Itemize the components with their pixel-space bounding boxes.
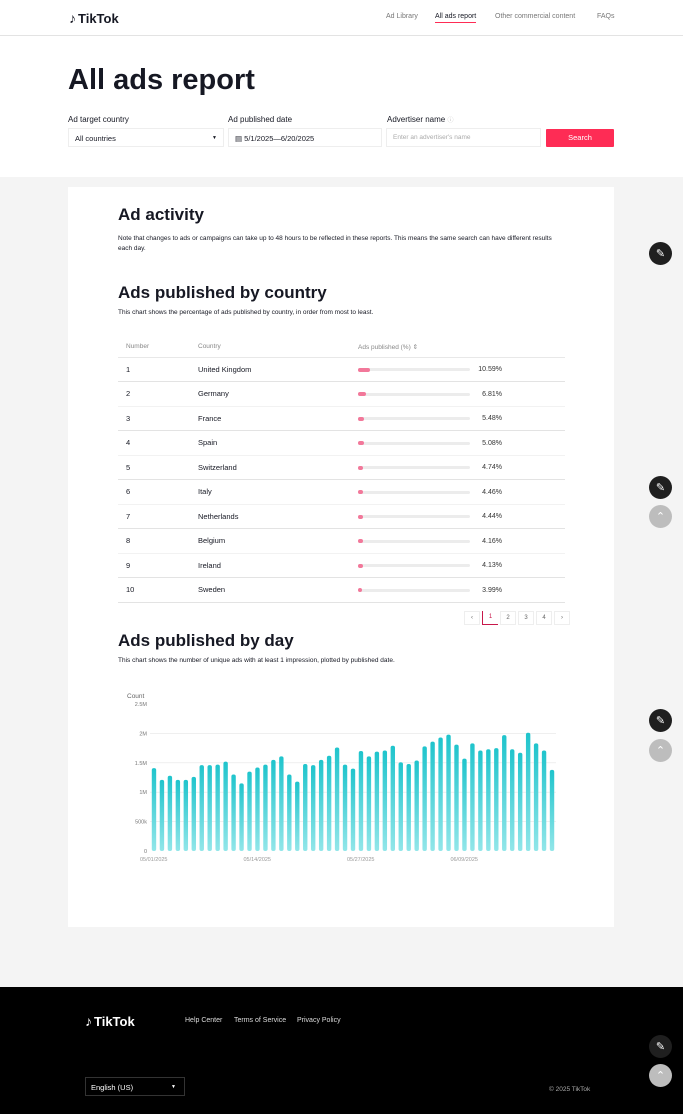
page-button[interactable]: 4: [536, 611, 552, 625]
edit-note-icon: ✎: [655, 248, 666, 260]
country-value: All countries: [75, 134, 116, 143]
row-share: [358, 431, 565, 456]
ad-activity-title: Ad activity: [118, 205, 204, 224]
help-center-link[interactable]: Help Center: [185, 1017, 223, 1024]
info-icon[interactable]: ⓘ: [447, 118, 454, 124]
day-bar[interactable]: [494, 748, 498, 851]
y-tick-label: 1.5M: [134, 760, 147, 767]
row-country: Netherlands: [198, 504, 358, 529]
chevron-down-icon: ▼: [171, 1084, 176, 1090]
col-ads-published-label: Ads published (%): [358, 343, 411, 351]
table-row: [118, 431, 565, 456]
calendar-icon: ▤: [235, 134, 245, 143]
row-number: 7: [118, 504, 198, 529]
row-share: [358, 455, 565, 480]
date-range-picker[interactable]: [228, 128, 382, 147]
row-number: 4: [118, 431, 198, 456]
share-bar-fill: [358, 441, 364, 445]
day-bar[interactable]: [438, 738, 442, 851]
share-bar: [358, 442, 470, 445]
day-bar[interactable]: [375, 752, 379, 851]
by-day-desc: This chart shows the number of unique ads with at least 1 impression, plotted by published date.: [118, 657, 395, 664]
day-bar[interactable]: [478, 750, 482, 851]
row-country: France: [198, 406, 358, 431]
row-country: United Kingdom: [198, 357, 358, 382]
day-bar[interactable]: [383, 750, 387, 851]
row-number: 8: [118, 529, 198, 554]
day-bar[interactable]: [160, 780, 164, 851]
day-bar[interactable]: [486, 749, 490, 851]
tiktok-note-icon: ♪: [69, 10, 76, 26]
y-tick-label: 500k: [135, 819, 147, 826]
share-bar-fill: [358, 539, 363, 543]
share-bar-fill: [358, 392, 366, 396]
y-axis-title: Count: [127, 693, 145, 700]
day-bar[interactable]: [335, 748, 339, 851]
share-bar: [358, 417, 470, 420]
day-bar[interactable]: [255, 768, 259, 851]
table-row: [118, 382, 565, 407]
top-nav: [0, 0, 683, 36]
share-bar: [358, 540, 470, 543]
language-value: English (US): [91, 1083, 134, 1092]
row-country: Belgium: [198, 529, 358, 554]
footer-logo[interactable]: [85, 1013, 135, 1029]
day-bar[interactable]: [303, 764, 307, 851]
page-button[interactable]: 3: [518, 611, 534, 625]
next-page-button[interactable]: ›: [554, 611, 570, 625]
y-tick-label: 2M: [139, 731, 147, 738]
x-tick-label: 05/27/2025: [346, 857, 375, 863]
by-day-title: Ads published by day: [118, 631, 294, 650]
share-bar-fill: [358, 588, 362, 592]
day-bar[interactable]: [319, 760, 323, 851]
table-row: [118, 406, 565, 431]
by-country-desc: This chart shows the percentage of ads published by country, in order from most to least.: [118, 309, 374, 316]
day-bar[interactable]: [327, 756, 331, 851]
date-value: 5/1/2025—6/20/2025: [244, 134, 315, 143]
row-country: Ireland: [198, 553, 358, 578]
search-button[interactable]: Search: [546, 129, 614, 147]
footer-brand: TikTok: [94, 1013, 135, 1029]
day-bar[interactable]: [200, 765, 204, 851]
share-bar: [358, 515, 470, 518]
day-bar[interactable]: [518, 753, 522, 851]
day-bar[interactable]: [279, 756, 283, 851]
advertiser-input[interactable]: Enter an advertiser's name: [386, 128, 541, 147]
row-pct: 6.81%: [482, 390, 502, 398]
arrow-up-icon: ⌃: [655, 1070, 666, 1082]
terms-link[interactable]: Terms of Service: [234, 1017, 287, 1024]
day-bar[interactable]: [502, 735, 506, 851]
table-row: [118, 480, 565, 505]
nav-all-ads-report[interactable]: All ads report: [435, 13, 476, 23]
table-row: [118, 357, 565, 382]
day-bar[interactable]: [311, 765, 315, 851]
row-country: Italy: [198, 480, 358, 505]
filter-section: [0, 36, 683, 177]
day-bar[interactable]: [414, 760, 418, 851]
ads-by-day-chart: [110, 688, 570, 868]
share-bar: [358, 564, 470, 567]
row-pct: 4.13%: [482, 562, 502, 570]
row-pct: 3.99%: [482, 586, 502, 594]
day-bar[interactable]: [168, 776, 172, 851]
row-country: Switzerland: [198, 455, 358, 480]
day-bar[interactable]: [446, 735, 450, 851]
sort-icon[interactable]: ⇕: [412, 343, 419, 351]
edit-note-icon: ✎: [655, 715, 666, 727]
day-bar[interactable]: [526, 733, 530, 851]
feedback-button[interactable]: [649, 1035, 672, 1058]
day-bar[interactable]: [407, 764, 411, 851]
share-bar: [358, 393, 470, 396]
row-number: 9: [118, 553, 198, 578]
day-bar[interactable]: [454, 745, 458, 851]
row-number: 3: [118, 406, 198, 431]
back-to-top-button[interactable]: [649, 1064, 672, 1087]
nav-other-commercial-content[interactable]: Other commercial content: [495, 13, 576, 20]
row-share: [358, 553, 565, 578]
day-bar[interactable]: [470, 743, 474, 851]
country-select[interactable]: [68, 128, 224, 147]
edit-note-icon: ✎: [655, 1041, 666, 1053]
prev-page-button[interactable]: ‹: [464, 611, 480, 625]
page-button[interactable]: 2: [500, 611, 516, 625]
row-number: 10: [118, 578, 198, 603]
share-bar-fill: [358, 564, 363, 568]
by-country-title: Ads published by country: [118, 283, 327, 302]
day-bar[interactable]: [176, 780, 180, 851]
day-bar[interactable]: [391, 746, 395, 851]
row-share: [358, 480, 565, 505]
country-table: [118, 337, 565, 603]
day-bar[interactable]: [343, 765, 347, 851]
day-bar[interactable]: [223, 762, 227, 851]
ad-activity-note: Note that changes to ads or campaigns can take up to 48 hours to be reflected in these reports. This means the same search can have different results each day.: [118, 235, 552, 252]
row-pct: 4.74%: [482, 464, 502, 472]
day-bar[interactable]: [184, 780, 188, 851]
date-label: Ad published date: [228, 115, 293, 124]
tiktok-note-icon: ♪: [85, 1013, 92, 1029]
privacy-link[interactable]: Privacy Policy: [297, 1017, 341, 1024]
table-row: [118, 578, 565, 603]
x-tick-label: 05/01/2025: [139, 857, 168, 863]
row-share: [358, 529, 565, 554]
row-pct: 10.59%: [478, 366, 502, 374]
tiktok-logo[interactable]: [69, 10, 119, 26]
day-bar[interactable]: [231, 775, 235, 851]
col-country: Country: [198, 337, 358, 357]
share-bar-fill: [358, 466, 363, 470]
row-share: [358, 578, 565, 603]
row-number: 6: [118, 480, 198, 505]
share-bar-fill: [358, 490, 363, 494]
country-label: Ad target country: [68, 115, 129, 124]
share-bar: [358, 589, 470, 592]
row-pct: 5.08%: [482, 439, 502, 447]
row-share: [358, 357, 565, 382]
day-bar[interactable]: [192, 777, 196, 851]
table-row: [118, 455, 565, 480]
back-to-top-button[interactable]: [649, 505, 672, 528]
feedback-button[interactable]: [649, 709, 672, 732]
x-tick-label: 06/09/2025: [450, 857, 478, 863]
col-ads-published[interactable]: [358, 337, 565, 357]
edit-note-icon: ✎: [655, 482, 666, 494]
day-bar[interactable]: [208, 765, 212, 851]
day-bar[interactable]: [263, 765, 267, 851]
day-bar[interactable]: [271, 760, 275, 851]
share-bar: [358, 368, 470, 371]
copyright: © 2025 TikTok: [549, 1086, 591, 1093]
language-select[interactable]: [85, 1077, 185, 1096]
day-bar[interactable]: [287, 775, 291, 851]
row-pct: 4.44%: [482, 513, 502, 521]
nav-faqs[interactable]: FAQs: [597, 13, 615, 20]
page-button[interactable]: 1: [482, 611, 498, 625]
day-bar[interactable]: [542, 750, 546, 851]
share-bar: [358, 466, 470, 469]
row-pct: 4.16%: [482, 537, 502, 545]
day-bar[interactable]: [550, 770, 554, 851]
row-number: 1: [118, 357, 198, 382]
y-tick-label: 0: [143, 849, 147, 855]
pagination: [464, 611, 571, 625]
y-tick-label: 1M: [139, 790, 147, 797]
day-bar[interactable]: [367, 756, 371, 851]
row-country: Sweden: [198, 578, 358, 603]
share-bar-fill: [358, 515, 363, 519]
day-bar[interactable]: [351, 769, 355, 851]
col-number: Number: [118, 337, 198, 357]
day-bar[interactable]: [295, 782, 299, 851]
day-bar[interactable]: [422, 746, 426, 851]
row-country: Germany: [198, 382, 358, 407]
arrow-up-icon: ⌃: [655, 511, 666, 523]
row-pct: 4.46%: [482, 488, 502, 496]
feedback-button[interactable]: [649, 476, 672, 499]
row-number: 5: [118, 455, 198, 480]
chevron-down-icon: ▼: [212, 135, 217, 141]
x-tick-label: 05/14/2025: [243, 857, 272, 863]
row-pct: 5.48%: [482, 415, 502, 423]
page-title: All ads report: [68, 64, 255, 96]
footer: [0, 987, 683, 1114]
row-share: [358, 382, 565, 407]
advertiser-label-text: Advertiser name: [387, 115, 446, 124]
day-bar[interactable]: [247, 772, 251, 851]
day-bar[interactable]: [239, 783, 243, 851]
day-bar[interactable]: [359, 751, 363, 851]
table-row: [118, 553, 565, 578]
day-bar[interactable]: [430, 742, 434, 851]
back-to-top-button[interactable]: [649, 739, 672, 762]
feedback-button[interactable]: [649, 242, 672, 265]
table-row: [118, 504, 565, 529]
share-bar-fill: [358, 368, 370, 372]
day-bar[interactable]: [215, 765, 219, 851]
row-number: 2: [118, 382, 198, 407]
row-share: [358, 406, 565, 431]
row-country: Spain: [198, 431, 358, 456]
day-bar[interactable]: [462, 759, 466, 851]
share-bar: [358, 491, 470, 494]
row-share: [358, 504, 565, 529]
day-bar[interactable]: [399, 762, 403, 851]
arrow-up-icon: ⌃: [655, 745, 666, 757]
table-row: [118, 529, 565, 554]
day-bar[interactable]: [152, 768, 156, 851]
nav-ad-library[interactable]: Ad Library: [386, 13, 418, 20]
y-tick-label: 2.5M: [134, 702, 147, 708]
advertiser-label: [387, 115, 454, 124]
share-bar-fill: [358, 417, 364, 421]
brand-text: TikTok: [78, 10, 119, 26]
day-bar[interactable]: [534, 743, 538, 851]
day-bar[interactable]: [510, 749, 514, 851]
